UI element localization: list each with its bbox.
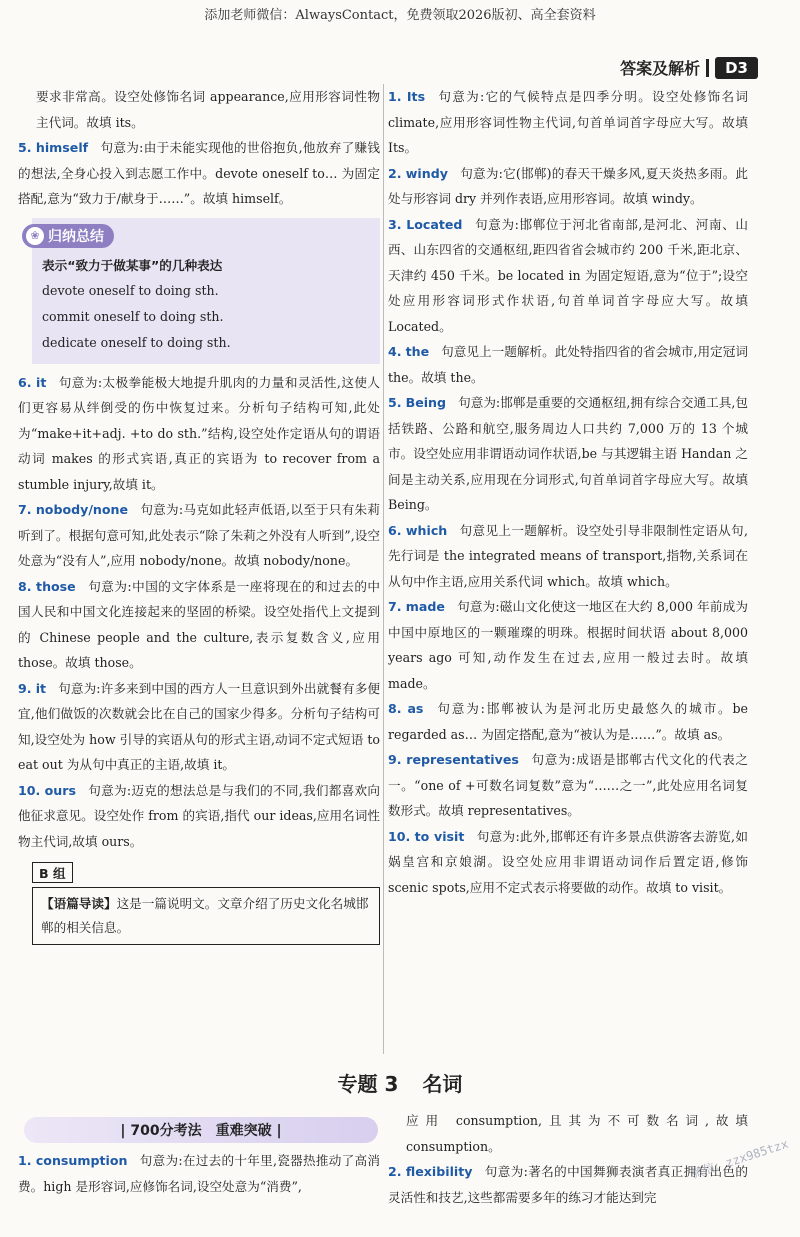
column-divider	[383, 84, 384, 1054]
answer-item-a6	[18, 370, 380, 498]
item-answer: made	[405, 599, 445, 614]
item-answer: Located	[406, 216, 463, 232]
item-explanation: 句意为:中国的文字体系是一座将现在的和过去的中国人民和中国文化连接起来的坚固的桥梁。设空处指代上文提到的 Chinese people and the culture,表示复数含义,应用 those。故填 those。	[18, 578, 380, 670]
item-number: 9.	[388, 752, 402, 767]
item-number: 2.	[388, 165, 402, 181]
item-explanation: 句意为:成语是邯郸古代文化的代表之一。“one of +可数名词复数”意为“……之一”,此处应用名词复数形式。故填 representatives。	[388, 752, 748, 818]
item-explanation: 句意为:邯郸位于河北省南部,是河北、河南、山西、山东四省的交通枢纽,距四省省会城市约 200 千米,距北京、天津约 450 千米。be located in 为固定短语,意为“位于”;设空处应用形容词形式作状语,句首单词首字母应大写。故填 Located。	[388, 216, 748, 334]
item-explanation: 句意为:由于未能实现他的世俗抱负,他放弃了赚钱的想法,全身心投入到志愿工作中。devote oneself to… 为固定搭配,意为“致力于/献身于……”。故填 himself。	[18, 140, 381, 206]
item-answer: it	[35, 680, 47, 696]
reading-guide	[32, 887, 380, 945]
answer-item-c1	[18, 1148, 380, 1199]
item-explanation: 句意为:著名的中国舞狮表演者真正拥有出色的灵活性和技艺,这些都需要多年的练习才能达到完	[388, 1164, 748, 1205]
item-explanation: 句意为:马克如此轻声低语,以至于只有朱莉听到了。根据句意可知,此处表示“除了朱莉之外没有人听到”,设空处意为“没有人”,应用 nobody/none。故填 nobody/none。	[18, 502, 380, 568]
item-answer: Its	[406, 89, 426, 104]
item-answer: to visit	[414, 828, 465, 844]
item-number: 4.	[388, 344, 402, 359]
section-title	[0, 1068, 800, 1097]
header-divider	[706, 59, 709, 77]
item-answer: the	[405, 344, 430, 359]
item-answer: flexibility	[405, 1164, 473, 1179]
item-explanation: 句意为:迈克的想法总是与我们的不同,我们都喜欢向他征求意见。设空处作 from 的宾语,指代 our ideas,应用名词性物主代词,故填 ours。	[18, 782, 380, 849]
item-explanation: 句意为:此外,邯郸还有许多景点供游客去游览,如娲皇宫和京娘湖。设空处应用非谓语动词作后置定语,修饰 scenic spots,应用不定式表示将要做的动作。故填 to visit。	[388, 828, 748, 895]
group-b-label: B 组	[32, 862, 73, 883]
header-title: 答案及解析	[620, 59, 701, 78]
item-number: 3.	[388, 216, 402, 232]
answer-item-b10	[388, 824, 748, 901]
section-name: 名词	[422, 1072, 463, 1096]
summary-box	[32, 218, 380, 364]
answer-item-a5	[18, 135, 380, 212]
watermark: 微信：zzx985tzx	[689, 1136, 790, 1182]
item-answer: as	[407, 701, 424, 716]
item-number: 9.	[18, 680, 32, 696]
answer-item-b1	[388, 84, 748, 161]
left-column	[18, 84, 380, 945]
item-explanation: 句意见上一题解析。此处特指四省的省会城市,用定冠词 the。故填 the。	[388, 344, 748, 385]
item-number: 10.	[18, 782, 41, 798]
answer-item-a7	[18, 497, 380, 574]
item-answer: windy	[405, 165, 448, 181]
item-explanation: 句意为:它的气候特点是四季分明。设空处修饰名词 climate,应用形容词性物主代词,句首单词首字母应大写。故填 Its。	[388, 89, 748, 155]
item-number: 8.	[388, 701, 402, 716]
bottom-left-column	[18, 1148, 380, 1199]
item-answer: representatives	[406, 752, 519, 767]
item-explanation: 句意为:邯郸是重要的交通枢纽,拥有综合交通工具,包括铁路、公路和航空,服务周边人口共约 7,000 万的 13 个城市。设空处应用非谓语动词作状语,be 与其逻辑主语 Handan 之间是主动关系,应用现在分词形式,句首单词首字母应大写。故填 Being。	[388, 395, 748, 512]
item-number: 6.	[18, 374, 32, 390]
item-number: 7.	[388, 599, 402, 614]
item-explanation: 句意为:许多来到中国的西方人一旦意识到外出就餐有多便宜,他们做饭的次数就会比在自己的国家少得多。分析句子结构可知,设空处为 how 引导的宾语从句的形式主语,动词不定式短语 to eat out 为从句中真正的主语,故填 it。	[18, 680, 380, 772]
item-answer: those	[36, 578, 76, 594]
right-continued-text: 应用 consumption,且其为不可数名词,故填 consumption。	[406, 1113, 748, 1154]
answer-item-b4	[388, 339, 748, 390]
item-number: 5.	[388, 395, 402, 410]
page-header	[620, 56, 758, 79]
summary-icon: ❀	[26, 227, 44, 245]
summary-line: devote oneself to doing sth.	[42, 282, 219, 298]
header-badge: D3	[715, 57, 758, 79]
answer-item-b8	[388, 696, 748, 747]
answer-item-b7	[388, 594, 748, 696]
top-note: 添加老师微信：AlwaysContact，免费领取2026版初、高全套资料	[204, 8, 596, 23]
item-answer: nobody/none	[35, 502, 129, 517]
answer-item-b2	[388, 161, 748, 212]
item-number: 10.	[388, 828, 411, 844]
item-explanation: 句意为:在过去的十年里,瓷器热推动了高消费。high 是形容词,应修饰名词,设空处意为“消费”,	[18, 1153, 380, 1194]
section-number: 专题 3	[337, 1072, 399, 1096]
answer-item-a8	[18, 574, 380, 676]
item-number: 1.	[18, 1153, 32, 1168]
item-explanation: 句意为:它(邯郸)的春天干燥多风,夏天炎热多雨。此处与形容词 dry 并列作表语,应用形容词。故填 windy。	[388, 165, 748, 206]
item-answer: himself	[35, 140, 89, 155]
answer-item-a9	[18, 676, 380, 778]
left-continued-text: 要求非常高。设空处修饰名词 appearance,应用形容词性物主代词。故填 its。	[36, 89, 380, 130]
answer-item-b5	[388, 390, 748, 518]
item-answer: Being	[405, 395, 447, 410]
item-answer: it	[36, 374, 47, 390]
item-answer: which	[405, 522, 448, 538]
right-column	[388, 84, 748, 900]
summary-heading: 表示“致力于做某事”的几种表达	[42, 257, 223, 273]
answer-item-b9	[388, 747, 748, 824]
item-explanation: 句意见上一题解析。设空处引导非限制性定语从句,先行词是 the integrated means of transport,指物,关系词在从句中作主语,应用关系代词 which。故填 which。	[388, 522, 748, 589]
answer-item-b6	[388, 518, 748, 595]
item-number: 7.	[18, 502, 32, 517]
summary-tag	[22, 224, 114, 248]
reading-guide-label: 【语篇导读】	[41, 896, 117, 911]
section-banner: | 700分考法 重难突破 |	[24, 1117, 378, 1143]
reading-guide-text: 这是一篇说明文。文章介绍了历史文化名城邯郸的相关信息。	[41, 896, 369, 935]
item-explanation: 句意为:磁山文化使这一地区在大约 8,000 年前成为中国中原地区的一颗璀璨的明珠。根据时间状语 about 8,000 years ago 可知,动作发生在过去,应用一般过去时。故填 made。	[388, 599, 748, 691]
answer-item-b3	[388, 212, 748, 340]
item-explanation: 句意为:邯郸被认为是河北历史最悠久的城市。be regarded as… 为固定搭配,意为“被认为是……”。故填 as。	[388, 701, 748, 742]
answer-item-a10	[18, 778, 380, 855]
item-number: 8.	[18, 578, 32, 594]
summary-tag-label: 归纳总结	[48, 228, 104, 245]
item-number: 1.	[388, 89, 402, 104]
item-answer: ours	[44, 782, 76, 798]
bottom-right-column	[388, 1108, 748, 1210]
item-number: 5.	[18, 140, 32, 155]
item-answer: consumption	[35, 1153, 128, 1168]
item-number: 2.	[388, 1164, 402, 1179]
summary-line: dedicate oneself to doing sth.	[42, 334, 231, 350]
item-explanation: 句意为:太极拳能极大地提升肌肉的力量和灵活性,这使人们更容易从绊倒受的伤中恢复过来。分析句子结构可知,此处为“make+it+adj. +to do sth.”结构,设空处作定语从句的谓语动词 makes 的形式宾语,真正的宾语为 to recover from a stumble injury,故填 it。	[18, 374, 380, 492]
summary-line: commit oneself to doing sth.	[42, 308, 224, 324]
item-number: 6.	[388, 522, 402, 538]
